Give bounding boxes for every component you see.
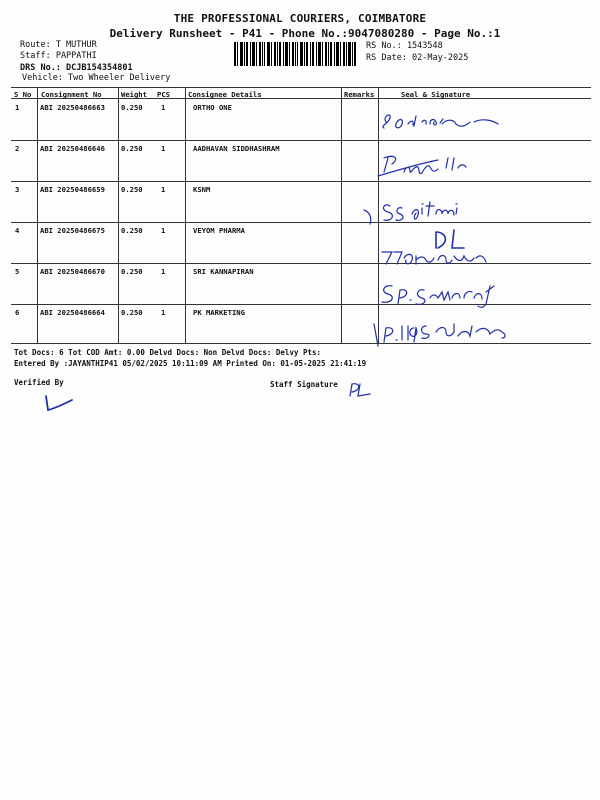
signature-row-3 [360,196,480,226]
vehicle-label: Vehicle: Two Wheeler Delivery [22,73,171,83]
cell-weight: 0.250 [121,103,143,112]
cell-consignee: SRI KANNAPIRAN [193,267,254,276]
cell-consignment: ABI 20250486646 [40,144,105,153]
cell-pcs: 1 [161,267,166,276]
cell-sno: 3 [15,185,20,194]
column-rule [185,87,186,343]
cell-consignee: PK MARKETING [193,308,245,317]
cell-consignee: AADHAVAN SIDDHASHRAM [193,144,280,153]
column-rule [118,87,119,343]
table-top-rule [11,87,591,88]
staff-signature-mark [346,380,376,400]
rs-date: RS Date: 02-May-2025 [366,53,469,63]
column-rule [341,87,342,343]
runsheet-title: Delivery Runsheet - P41 - Phone No.:9047080280 - Page No.:1 [109,27,501,40]
cell-weight: 0.250 [121,144,143,153]
col-header-weight: Weight [121,90,147,99]
col-header-sno: S No [14,90,32,99]
cell-weight: 0.250 [121,267,143,276]
cell-sno: 5 [15,267,20,276]
verified-by-label: Verified By [14,378,64,387]
cell-sno: 2 [15,144,20,153]
signature-row-4 [378,226,508,268]
column-rule [37,87,38,343]
cell-pcs: 1 [161,226,166,235]
summary-totals: Tot Docs: 6 Tot COD Amt: 0.00 Delvd Docs: Non Delvd Docs: Delvy Pts: [14,348,322,357]
cell-pcs: 1 [161,308,166,317]
cell-consignee: ORTHO ONE [193,103,232,112]
signature-row-1 [378,104,508,134]
row-divider [11,181,591,182]
route-label: Route: T MUTHUR [20,40,97,50]
cell-weight: 0.250 [121,226,143,235]
cell-consignment: ABI 20250486675 [40,226,105,235]
company-title: THE PROFESSIONAL COURIERS, COIMBATORE [173,12,427,25]
col-header-pcs: PCS [157,90,170,99]
col-header-signature: Seal & Signature [401,90,471,99]
signature-row-2 [374,150,494,184]
verified-by-signature [40,392,76,414]
signature-row-5 [378,278,528,308]
barcode-image [234,42,356,66]
row-divider [11,222,591,223]
col-header-consignment: Consignment No [41,90,102,99]
cell-pcs: 1 [161,103,166,112]
cell-consignee: VEYOM PHARMA [193,226,245,235]
cell-consignment: ABI 20250486664 [40,308,105,317]
staff-signature-label: Staff Signature [270,380,338,389]
drs-number: DRS No.: DCJB154354801 [20,63,133,73]
signature-row-6 [366,318,530,348]
col-header-remarks: Remarks [344,90,375,99]
cell-sno: 4 [15,226,20,235]
cell-weight: 0.250 [121,308,143,317]
rs-number: RS No.: 1543548 [366,41,443,51]
col-header-consignee: Consignee Details [188,90,262,99]
cell-consignment: ABI 20250486663 [40,103,105,112]
staff-label: Staff: PAPPATHI [20,51,97,61]
cell-consignment: ABI 20250486659 [40,185,105,194]
row-divider [11,140,591,141]
summary-entered-printed: Entered By :JAYANTHIP41 05/02/2025 10:11:09 AM Printed On: 01-05-2025 21:41:19 [14,359,367,368]
cell-sno: 1 [15,103,20,112]
cell-weight: 0.250 [121,185,143,194]
cell-sno: 6 [15,308,20,317]
cell-pcs: 1 [161,144,166,153]
cell-consignment: ABI 20250486670 [40,267,105,276]
cell-pcs: 1 [161,185,166,194]
cell-consignee: KSNM [193,185,211,194]
